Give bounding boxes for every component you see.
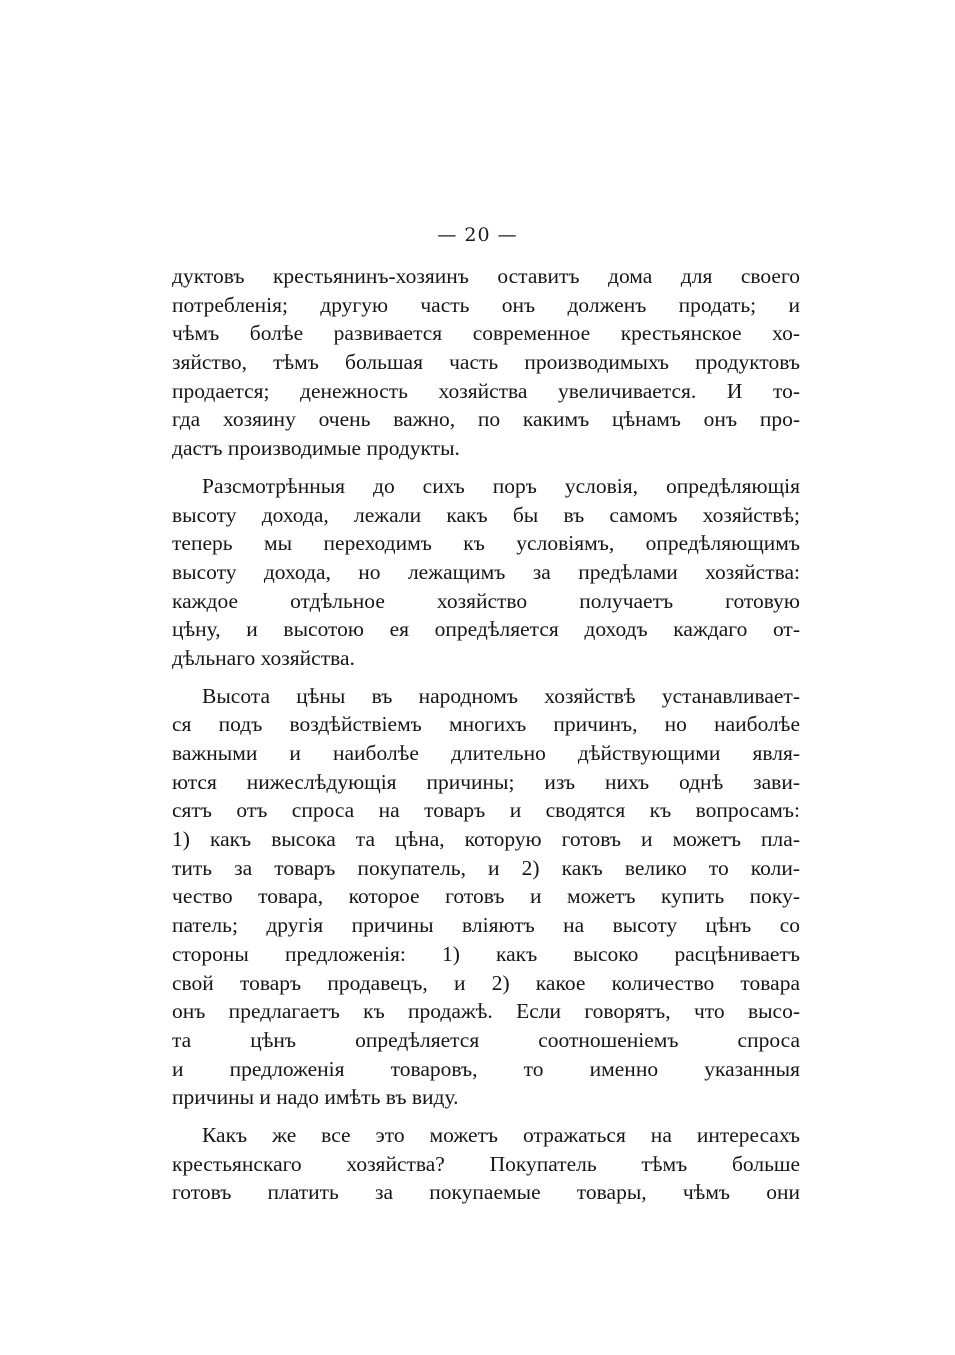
paragraph-4 — [172, 1121, 800, 1207]
text-line: продается; денежность хозяйства увеличивается. И то- — [172, 378, 800, 403]
text-line: причины и надо имѣть въ виду. — [172, 1085, 459, 1110]
text-line: дуктовъ крестьянинъ-хозяинъ оставитъ дома для своего — [172, 264, 800, 288]
text-line: теперь мы переходимъ къ условіямъ, опредѣляющимъ — [172, 531, 800, 556]
paragraph-2 — [172, 472, 800, 673]
paragraph-3 — [172, 682, 800, 1112]
text-line: каждое отдѣльное хозяйство получаетъ готовую — [172, 588, 800, 613]
text-line: цѣну, и высотою ея опредѣляется доходъ каждаго от- — [172, 617, 800, 642]
text-line: свой товаръ продавецъ, и 2) какое количество товара — [172, 970, 800, 995]
text-line: дастъ производимые продукты. — [172, 436, 460, 461]
text-line: гда хозяину очень важно, по какимъ цѣнамъ онъ про- — [172, 407, 800, 432]
text-line: Какъ же все это можетъ отражаться на интересахъ — [202, 1122, 800, 1147]
text-line: чество товара, которое готовъ и можетъ купить поку- — [172, 884, 800, 909]
text-line: Высота цѣны въ народномъ хозяйствѣ устанавливает- — [202, 683, 800, 708]
text-line: Разсмотрѣнныя до сихъ поръ условія, опредѣляющія — [202, 473, 800, 498]
text-line: тить за товаръ покупатель, и 2) какъ велико то коли- — [172, 855, 800, 880]
text-line: крестьянскаго хозяйства? Покупатель тѣмъ больше — [172, 1151, 800, 1176]
text-line: чѣмъ болѣе развивается современное крестьянское хо- — [172, 321, 800, 346]
text-line: дѣльнаго хозяйства. — [172, 645, 355, 670]
text-line: потребленія; другую часть онъ долженъ продать; и — [172, 292, 800, 317]
body-text — [172, 262, 800, 1207]
text-line: и предложенія товаровъ, то именно указанныя — [172, 1056, 800, 1081]
text-line: ся подъ воздѣйствіемъ многихъ причинъ, но наиболѣе — [172, 712, 800, 737]
text-line: 1) какъ высока та цѣна, которую готовъ и можетъ пла- — [172, 827, 800, 852]
text-line: онъ предлагаетъ къ продажѣ. Если говорятъ, что высо- — [172, 999, 800, 1024]
text-line: стороны предложенія: 1) какъ высоко расцѣниваетъ — [172, 941, 800, 966]
paragraph-1 — [172, 262, 800, 463]
text-line: ются нижеслѣдующія причины; изъ нихъ однѣ зави- — [172, 769, 800, 794]
text-line: высоту дохода, но лежащимъ за предѣлами хозяйства: — [172, 559, 800, 584]
text-line: важными и наиболѣе длительно дѣйствующими явля- — [172, 741, 800, 765]
text-line: патель; другія причины вліяютъ на высоту цѣнъ со — [172, 913, 800, 938]
text-line: та цѣнъ опредѣляется соотношеніемъ спроса — [172, 1027, 800, 1052]
text-line: сятъ отъ спроса на товаръ и сводятся къ вопросамъ: — [172, 798, 800, 823]
text-line: высоту дохода, лежали какъ бы въ самомъ хозяйствѣ; — [172, 502, 800, 527]
page-number: — 20 — — [437, 224, 518, 246]
text-line: зяйство, тѣмъ большая часть производимыхъ продуктовъ — [172, 350, 800, 375]
text-line: готовъ платить за покупаемые товары, чѣмъ они — [172, 1180, 800, 1205]
